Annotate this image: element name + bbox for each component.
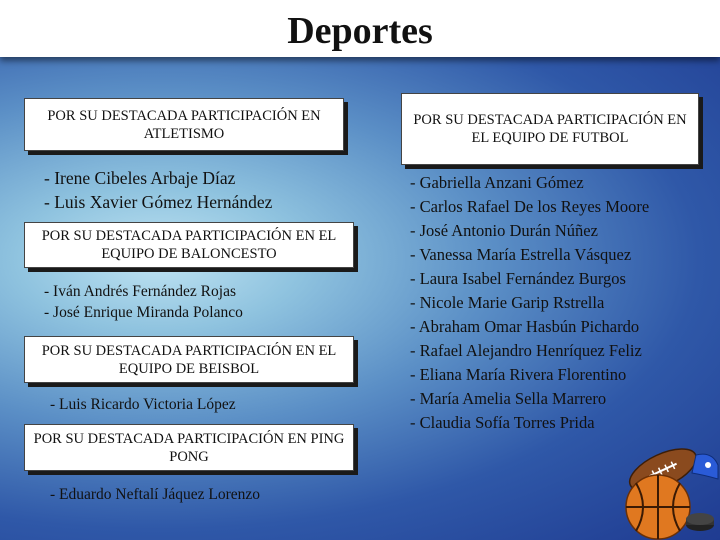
list-item: - Nicole Marie Garip Rstrella [410,293,605,312]
sports-balls-icon [608,445,720,540]
futbol-names [410,171,649,435]
list-item: - Luis Ricardo Victoria López [50,396,236,413]
atletismo-heading: POR SU DESTACADA PARTICIPACIÓN EN ATLETISMO [47,107,321,142]
list-item: - Luis Xavier Gómez Hernández [44,192,273,212]
baloncesto-heading: POR SU DESTACADA PARTICIPACIÓN EN EL EQUIPO DE BALONCESTO [41,228,337,262]
pingpong-heading-box [24,424,354,471]
list-item: - José Enrique Miranda Polanco [44,304,243,321]
futbol-heading: POR SU DESTACADA PARTICIPACIÓN EN EL EQUIPO DE FUTBOL [413,112,687,146]
list-item: - Rafael Alejandro Henríquez Feliz [410,341,642,360]
list-item: - Eliana María Rivera Florentino [410,365,627,384]
list-item: - Eduardo Neftalí Jáquez Lorenzo [50,486,261,503]
futbol-heading-box [401,93,699,165]
title-bar [0,0,720,57]
pingpong-heading: POR SU DESTACADA PARTICIPACIÓN EN PING PONG [33,430,345,465]
list-item: - Vanessa María Estrella Vásquez [410,245,632,264]
list-item: - Gabriella Anzani Gómez [410,173,584,192]
list-item: - José Antonio Durán Núñez [410,221,598,240]
baloncesto-heading-box [24,222,354,268]
list-item: - Iván Andrés Fernández Rojas [44,283,236,300]
beisbol-names [50,394,236,415]
list-item: - Irene Cibeles Arbaje Díaz [44,168,236,188]
atletismo-heading-box [24,98,344,151]
beisbol-heading-box [24,336,354,383]
atletismo-names [44,166,272,214]
list-item: - Laura Isabel Fernández Burgos [410,269,626,288]
list-item: - María Amelia Sella Marrero [410,389,607,408]
page-title: Deportes [287,10,433,52]
pingpong-names [50,484,260,505]
beisbol-heading: POR SU DESTACADA PARTICIPACIÓN EN EL EQUIPO DE BEISBOL [41,342,337,377]
list-item: - Claudia Sofía Torres Prida [410,413,595,432]
list-item: - Carlos Rafael De los Reyes Moore [410,197,650,216]
baloncesto-names [44,281,243,323]
list-item: - Abraham Omar Hasbún Pichardo [410,317,640,336]
